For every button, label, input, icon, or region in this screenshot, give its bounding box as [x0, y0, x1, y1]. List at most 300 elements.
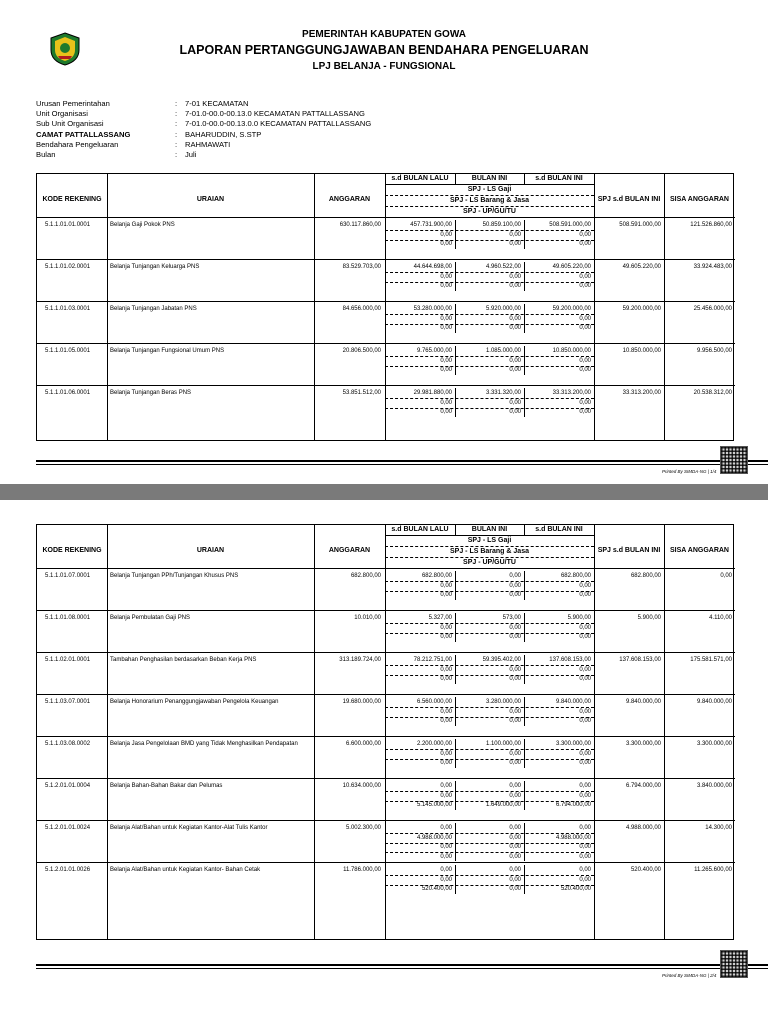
anggaran-cell: 10.634.000,00 [342, 783, 381, 789]
header-spj-sd-bulan-ini: SPJ s.d BULAN INI [597, 196, 661, 203]
info-value: 7-01.0-00.0-00.13.0.0 KECAMATAN PATTALLASSANG [185, 119, 372, 129]
qr-code-icon [720, 446, 748, 474]
spj-sd-bulan-ini-cell: 4.988.000,00 [625, 825, 661, 831]
column-divider [455, 613, 456, 642]
header-sd-bulan-lalu: s.d BULAN LALU [391, 526, 449, 533]
sd-bulan-lalu-cell: 9.765.000,00 [416, 348, 452, 354]
sd-bulan-lalu-cell: 0,00 [440, 867, 452, 873]
anggaran-cell: 313.189.724,00 [339, 657, 381, 663]
header-kode-rekening: KODE REKENING [42, 196, 102, 203]
sd-bulan-ini-cell: 0,00 [579, 783, 591, 789]
bulan-ini-cell: 4.960.522,00 [485, 264, 521, 270]
bulan-ini-cell: 0,00 [509, 634, 521, 640]
info-colon: : [175, 119, 178, 129]
kode-rekening-cell: 5.1.1.01.01.0001 [45, 222, 91, 228]
sd-bulan-lalu-cell: 0,00 [440, 283, 452, 289]
kode-rekening-cell: 5.1.1.01.02.0001 [45, 264, 91, 270]
bulan-ini-cell: 0,00 [509, 409, 521, 415]
kode-rekening-cell: 5.1.1.03.08.0002 [45, 741, 91, 747]
header-rule [385, 557, 594, 558]
sd-bulan-lalu-cell: 4.988.000,00 [416, 834, 452, 841]
header-sisa-anggaran: SISA ANGGARAN [670, 547, 729, 554]
header-report-subtitle: LPJ BELANJA - FUNGSIONAL [312, 61, 456, 72]
spj-sd-bulan-ini-cell: 508.591.000,00 [619, 222, 661, 228]
uraian-cell: Belanja Tunjangan Fungsional Umum PNS [110, 348, 225, 354]
spj-sd-bulan-ini-cell: 682.800,00 [630, 573, 661, 579]
info-row [36, 140, 371, 150]
bulan-ini-cell: 0,00 [509, 886, 521, 892]
bulan-ini-cell: 0,00 [509, 750, 521, 757]
bulan-ini-cell: 0,00 [509, 666, 521, 673]
sd-bulan-lalu-cell: 0,00 [440, 825, 452, 831]
report-page-1 [0, 0, 768, 484]
bulan-ini-cell: 1.100.000,00 [485, 741, 521, 747]
uraian-cell: Belanja Honorarium Penanggungjawaban Pengelola Keuangan [110, 699, 279, 705]
kode-rekening-cell: 5.1.2.01.01.0024 [45, 825, 91, 831]
sd-bulan-ini-cell: 4.988.000,00 [555, 834, 591, 841]
header-report-title: LAPORAN PERTANGGUNGJAWABAN BENDAHARA PENGELUARAN [179, 43, 589, 57]
sd-bulan-ini-cell: 137.608.153,00 [549, 657, 591, 663]
bulan-ini-cell: 0,00 [509, 834, 521, 841]
info-value: 7-01 KECAMATAN [185, 99, 249, 108]
column-divider [455, 304, 456, 333]
column-divider [455, 525, 456, 535]
header-sd-bulan-ini: s.d BULAN INI [535, 526, 583, 533]
column-divider [524, 262, 525, 291]
sd-bulan-lalu-cell: 0,00 [440, 876, 452, 883]
uraian-cell: Belanja Alat/Bahan untuk Kegiatan Kantor-Alat Tulis Kantor [110, 825, 268, 831]
kode-rekening-cell: 5.1.1.02.01.0001 [45, 657, 91, 663]
column-divider [107, 174, 108, 440]
header-spj-sd-bulan-ini: SPJ s.d BULAN INI [597, 547, 661, 554]
sd-bulan-ini-cell: 0,00 [579, 634, 591, 640]
header-uraian: URAIAN [196, 196, 225, 203]
sisa-anggaran-cell: 14.300,00 [705, 825, 732, 831]
bulan-ini-cell: 0,00 [509, 283, 521, 289]
column-divider [455, 865, 456, 894]
column-divider [455, 571, 456, 600]
sd-bulan-lalu-cell: 0,00 [440, 582, 452, 589]
column-divider [524, 174, 525, 184]
info-colon: : [175, 129, 178, 139]
footer-rule [36, 460, 768, 462]
info-row [36, 109, 371, 119]
spj-sd-bulan-ini-cell: 10.850.000,00 [622, 348, 661, 354]
sd-bulan-lalu-cell: 0,00 [440, 676, 452, 682]
row-rule [37, 862, 735, 863]
uraian-cell: Belanja Tunjangan PPh/Tunjangan Khusus PNS [110, 573, 239, 579]
header-rule [385, 546, 594, 547]
kode-rekening-cell: 5.1.2.01.01.0026 [45, 867, 91, 873]
sisa-anggaran-cell: 3.300.000,00 [696, 741, 732, 747]
bulan-ini-cell: 5.920.000,00 [485, 306, 521, 312]
sd-bulan-ini-cell: 0,00 [579, 792, 591, 799]
column-divider [455, 697, 456, 726]
bulan-ini-cell: 0,00 [509, 876, 521, 883]
info-row [36, 130, 371, 140]
anggaran-cell: 5.002.300,00 [345, 825, 381, 831]
sd-bulan-lalu-cell: 457.731.900,00 [410, 222, 452, 228]
sd-bulan-ini-cell: 3.300.000,00 [555, 741, 591, 747]
row-rule [37, 343, 735, 344]
bulan-ini-cell: 0,00 [509, 325, 521, 331]
sd-bulan-lalu-cell: 0,00 [440, 844, 452, 850]
anggaran-cell: 6.600.000,00 [345, 741, 381, 747]
report-page-2 [0, 500, 768, 1024]
sd-bulan-ini-cell: 59.200.000,00 [552, 306, 591, 312]
column-divider [524, 571, 525, 600]
row-rule [37, 694, 735, 695]
header-spj-ls-barang: SPJ - LS Barang & Jasa [450, 197, 529, 204]
footer-rule [36, 968, 768, 969]
bulan-ini-cell: 0,00 [509, 573, 521, 579]
sd-bulan-ini-cell: 0,00 [579, 624, 591, 631]
row-rule [37, 778, 735, 779]
header-rule [385, 206, 594, 207]
header-rule [385, 184, 594, 185]
anggaran-cell: 10.010,00 [354, 615, 381, 621]
qr-code-icon [720, 950, 748, 978]
lpj-table-page-1 [36, 173, 734, 441]
bulan-ini-cell: 573,00 [502, 615, 521, 621]
uraian-cell: Belanja Tunjangan Beras PNS [110, 390, 192, 396]
bulan-ini-cell: 0,00 [509, 867, 521, 873]
column-divider [524, 865, 525, 894]
sd-bulan-lalu-cell: 0,00 [440, 624, 452, 631]
spj-sd-bulan-ini-cell: 3.300.000,00 [625, 741, 661, 747]
sd-bulan-ini-cell: 682.800,00 [560, 573, 591, 579]
sd-bulan-lalu-cell: 0,00 [440, 783, 452, 789]
sd-bulan-ini-cell: 33.313.200,00 [552, 390, 591, 396]
kode-rekening-cell: 5.1.1.01.06.0001 [45, 390, 91, 396]
bulan-ini-cell: 0,00 [509, 825, 521, 831]
spj-sd-bulan-ini-cell: 49.605.220,00 [622, 264, 661, 270]
bulan-ini-cell: 1.085.000,00 [485, 348, 521, 354]
footer-rule [36, 464, 768, 465]
sisa-anggaran-cell: 33.924.483,00 [693, 264, 732, 270]
sd-bulan-lalu-cell: 78.212.751,00 [413, 657, 452, 663]
column-divider [455, 781, 456, 810]
header-uraian: URAIAN [196, 547, 225, 554]
sd-bulan-lalu-cell: 0,00 [440, 666, 452, 673]
row-rule [37, 385, 735, 386]
sd-bulan-ini-cell: 0,00 [579, 283, 591, 289]
row-rule [37, 610, 735, 611]
spj-sd-bulan-ini-cell: 6.794.000,00 [625, 783, 661, 789]
print-footer: Printed By SIMDA-NG | 2/4 [662, 973, 717, 978]
column-divider [107, 525, 108, 939]
bulan-ini-cell: 50.859.100,00 [482, 222, 521, 228]
sd-bulan-lalu-cell: 520.400,00 [421, 886, 452, 892]
footer-rule [36, 964, 768, 966]
header-anggaran: ANGGARAN [328, 196, 371, 203]
bulan-ini-cell: 0,00 [509, 315, 521, 322]
row-rule [37, 736, 735, 737]
bulan-ini-cell: 0,00 [509, 844, 521, 850]
header-spj-ls-gaji: SPJ - LS Gaji [467, 186, 512, 193]
sd-bulan-lalu-cell: 0,00 [440, 708, 452, 715]
sisa-anggaran-cell: 25.456.000,00 [693, 306, 732, 312]
bulan-ini-cell: 3.280.000,00 [485, 699, 521, 705]
sd-bulan-ini-cell: 9.840.000,00 [555, 699, 591, 705]
column-divider [524, 697, 525, 726]
kode-rekening-cell: 5.1.1.01.07.0001 [45, 573, 91, 579]
row-rule [37, 301, 735, 302]
anggaran-cell: 84.656.000,00 [342, 306, 381, 312]
column-divider [524, 613, 525, 642]
info-label: CAMAT PATTALLASSANG [36, 129, 131, 139]
sd-bulan-lalu-cell: 0,00 [440, 760, 452, 766]
info-colon: : [175, 109, 178, 119]
info-colon: : [175, 149, 178, 159]
header-bulan-ini: BULAN INI [471, 526, 508, 533]
sd-bulan-lalu-cell: 0,00 [440, 592, 452, 598]
sd-bulan-ini-cell: 0,00 [579, 853, 591, 860]
column-divider [455, 739, 456, 768]
sd-bulan-ini-cell: 0,00 [579, 241, 591, 247]
sd-bulan-lalu-cell: 29.981.880,00 [413, 390, 452, 396]
bulan-ini-cell: 3.331.320,00 [485, 390, 521, 396]
header-government: PEMERINTAH KABUPATEN GOWA [302, 29, 466, 40]
bulan-ini-cell: 0,00 [509, 760, 521, 766]
sd-bulan-lalu-cell: 0,00 [440, 399, 452, 406]
header-bottom-rule [37, 568, 735, 569]
bulan-ini-cell: 0,00 [509, 592, 521, 598]
spj-sd-bulan-ini-cell: 137.608.153,00 [619, 657, 661, 663]
uraian-cell: Belanja Gaji Pokok PNS [110, 222, 175, 228]
header-anggaran: ANGGARAN [328, 547, 371, 554]
header-rule [385, 535, 594, 536]
sd-bulan-ini-cell: 0,00 [579, 844, 591, 850]
anggaran-cell: 53.851.512,00 [342, 390, 381, 396]
sd-bulan-lalu-cell: 2.200.000,00 [416, 741, 452, 747]
uraian-cell: Belanja Bahan-Bahan Bakar dan Pelumas [110, 783, 223, 789]
sisa-anggaran-cell: 20.538.312,00 [693, 390, 732, 396]
column-divider [455, 262, 456, 291]
column-divider [594, 525, 595, 939]
uraian-cell: Belanja Tunjangan Keluarga PNS [110, 264, 200, 270]
sisa-anggaran-cell: 4.110,00 [709, 615, 732, 621]
info-label: Bendahara Pengeluaran [36, 139, 119, 149]
column-divider [524, 823, 525, 861]
bulan-ini-cell: 0,00 [509, 792, 521, 799]
column-divider [455, 823, 456, 861]
sd-bulan-lalu-cell: 0,00 [440, 718, 452, 724]
sd-bulan-ini-cell: 5.900,00 [567, 615, 591, 621]
sisa-anggaran-cell: 9.840.000,00 [696, 699, 732, 705]
info-value: BAHARUDDIN, S.STP [185, 129, 262, 139]
column-divider [455, 655, 456, 684]
kode-rekening-cell: 5.1.1.01.03.0001 [45, 306, 91, 312]
info-row [36, 99, 371, 109]
sd-bulan-ini-cell: 49.605.220,00 [552, 264, 591, 270]
info-value: Juli [185, 149, 197, 159]
bulan-ini-cell: 0,00 [509, 399, 521, 406]
sd-bulan-ini-cell: 0,00 [579, 708, 591, 715]
header-bulan-ini: BULAN INI [471, 175, 508, 182]
info-label: Sub Unit Organisasi [36, 119, 104, 129]
sd-bulan-lalu-cell: 0,00 [440, 231, 452, 238]
sd-bulan-ini-cell: 10.850.000,00 [552, 348, 591, 354]
header-spj-ls-barang: SPJ - LS Barang & Jasa [450, 548, 529, 555]
sd-bulan-lalu-cell: 0,00 [440, 241, 452, 247]
sisa-anggaran-cell: 3.840.000,00 [696, 783, 732, 789]
info-value: RAHMAWATI [185, 139, 231, 149]
sd-bulan-lalu-cell: 5.327,00 [428, 615, 452, 621]
header-sisa-anggaran: SISA ANGGARAN [670, 196, 729, 203]
bulan-ini-cell: 0,00 [509, 357, 521, 364]
sisa-anggaran-cell: 121.526.860,00 [690, 222, 732, 228]
sd-bulan-ini-cell: 0,00 [579, 367, 591, 373]
column-divider [524, 525, 525, 535]
sd-bulan-lalu-cell: 6.560.000,00 [416, 699, 452, 705]
sd-bulan-ini-cell: 0,00 [579, 676, 591, 682]
spj-sd-bulan-ini-cell: 9.840.000,00 [625, 699, 661, 705]
column-divider [455, 346, 456, 375]
info-label: Urusan Pemerintahan [36, 99, 110, 108]
sisa-anggaran-cell: 175.581.571,00 [690, 657, 732, 663]
column-divider [524, 655, 525, 684]
column-divider [524, 220, 525, 249]
sd-bulan-ini-cell: 0,00 [579, 718, 591, 724]
sd-bulan-ini-cell: 0,00 [579, 399, 591, 406]
sd-bulan-ini-cell: 0,00 [579, 666, 591, 673]
info-value: 7-01.0-00.0-00.13.0 KECAMATAN PATTALLASSANG [185, 109, 365, 119]
lpj-table-page-2 [36, 524, 734, 940]
spj-sd-bulan-ini-cell: 33.313.200,00 [622, 390, 661, 396]
sd-bulan-lalu-cell: 53.280.000,00 [413, 306, 452, 312]
anggaran-cell: 83.529.703,00 [342, 264, 381, 270]
header-spj-up: SPJ - UP/GU/TU [463, 208, 516, 215]
info-label: Unit Organisasi [36, 109, 88, 119]
sd-bulan-lalu-cell: 0,00 [440, 315, 452, 322]
sd-bulan-lalu-cell: 0,00 [440, 634, 452, 640]
print-footer: Printed By SIMDA-NG | 1/4 [662, 469, 717, 474]
sd-bulan-lalu-cell: 0,00 [440, 367, 452, 373]
uraian-cell: Belanja Tunjangan Jabatan PNS [110, 306, 197, 312]
header-spj-up: SPJ - UP/GU/TU [463, 559, 516, 566]
column-divider [524, 346, 525, 375]
row-rule [37, 652, 735, 653]
column-divider [455, 220, 456, 249]
sisa-anggaran-cell: 0,00 [720, 573, 732, 579]
sd-bulan-lalu-cell: 0,00 [440, 750, 452, 757]
header-sd-bulan-ini: s.d BULAN INI [535, 175, 583, 182]
uraian-cell: Tambahan Penghasilan berdasarkan Beban Kerja PNS [110, 657, 257, 663]
sd-bulan-ini-cell: 508.591.000,00 [549, 222, 591, 228]
header-kode-rekening: KODE REKENING [42, 547, 102, 554]
info-label: Bulan [36, 149, 56, 159]
bulan-ini-cell: 0,00 [509, 273, 521, 280]
column-divider [455, 388, 456, 417]
kode-rekening-cell: 5.1.1.01.05.0001 [45, 348, 91, 354]
kode-rekening-cell: 5.1.2.01.01.0004 [45, 783, 91, 789]
column-divider [524, 388, 525, 417]
spj-sd-bulan-ini-cell: 520.400,00 [630, 867, 661, 873]
column-divider [524, 781, 525, 810]
sd-bulan-lalu-cell: 0,00 [440, 853, 452, 860]
sd-bulan-ini-cell: 0,00 [579, 273, 591, 280]
bulan-ini-cell: 0,00 [509, 708, 521, 715]
info-row [36, 119, 371, 129]
uraian-cell: Belanja Pembulatan Gaji PNS [110, 615, 191, 621]
uraian-cell: Belanja Jasa Pengelolaan BMD yang Tidak Menghasilkan Pendapatan [110, 741, 298, 747]
sisa-anggaran-cell: 11.265.600,00 [694, 867, 732, 873]
bulan-ini-cell: 0,00 [509, 853, 521, 860]
bulan-ini-cell: 59.395.402,00 [482, 657, 521, 663]
sd-bulan-lalu-cell: 0,00 [440, 357, 452, 364]
column-divider [314, 525, 315, 939]
header-rule [385, 195, 594, 196]
bulan-ini-cell: 0,00 [509, 624, 521, 631]
sd-bulan-lalu-cell: 44.644.698,00 [413, 264, 452, 270]
sd-bulan-ini-cell: 0,00 [579, 582, 591, 589]
header-spj-ls-gaji: SPJ - LS Gaji [467, 537, 512, 544]
sd-bulan-lalu-cell: 0,00 [440, 325, 452, 331]
sd-bulan-ini-cell: 0,00 [579, 357, 591, 364]
sd-bulan-ini-cell: 0,00 [579, 750, 591, 757]
sd-bulan-ini-cell: 0,00 [579, 409, 591, 415]
header-sd-bulan-lalu: s.d BULAN LALU [391, 175, 449, 182]
sd-bulan-ini-cell: 0,00 [579, 876, 591, 883]
sd-bulan-lalu-cell: 0,00 [440, 409, 452, 415]
spj-sd-bulan-ini-cell: 59.200.000,00 [622, 306, 661, 312]
sd-bulan-ini-cell: 0,00 [579, 315, 591, 322]
sd-bulan-ini-cell: 520.400,00 [560, 886, 591, 892]
bulan-ini-cell: 0,00 [509, 676, 521, 682]
column-divider [524, 739, 525, 768]
sd-bulan-lalu-cell: 0,00 [440, 792, 452, 799]
bulan-ini-cell: 0,00 [509, 241, 521, 247]
column-divider [524, 304, 525, 333]
column-divider [455, 174, 456, 184]
anggaran-cell: 20.806.500,00 [342, 348, 381, 354]
report-info-block [36, 99, 371, 160]
bulan-ini-cell: 0,00 [509, 231, 521, 238]
kode-rekening-cell: 5.1.1.03.07.0001 [45, 699, 91, 705]
anggaran-cell: 19.680.000,00 [342, 699, 381, 705]
spj-sd-bulan-ini-cell: 5.900,00 [637, 615, 661, 621]
info-colon: : [175, 139, 178, 149]
anggaran-cell: 11.786.000,00 [343, 867, 381, 873]
column-divider [664, 525, 665, 939]
header-bottom-rule [37, 217, 735, 218]
info-row [36, 150, 371, 160]
sd-bulan-ini-cell: 0,00 [579, 231, 591, 238]
bulan-ini-cell: 1.649.000,00 [485, 802, 521, 808]
bulan-ini-cell: 0,00 [509, 582, 521, 589]
sd-bulan-ini-cell: 6.794.000,00 [555, 802, 591, 808]
sd-bulan-ini-cell: 0,00 [579, 867, 591, 873]
kode-rekening-cell: 5.1.1.01.08.0001 [45, 615, 91, 621]
sisa-anggaran-cell: 9.956.500,00 [696, 348, 732, 354]
sd-bulan-ini-cell: 0,00 [579, 592, 591, 598]
sd-bulan-lalu-cell: 0,00 [440, 273, 452, 280]
sd-bulan-ini-cell: 0,00 [579, 325, 591, 331]
bulan-ini-cell: 0,00 [509, 367, 521, 373]
bulan-ini-cell: 0,00 [509, 718, 521, 724]
anggaran-cell: 682.800,00 [350, 573, 381, 579]
sd-bulan-ini-cell: 0,00 [579, 825, 591, 831]
sd-bulan-lalu-cell: 682.800,00 [421, 573, 452, 579]
info-colon: : [175, 99, 178, 108]
uraian-cell: Belanja Alat/Bahan untuk Kegiatan Kantor- Bahan Cetak [110, 867, 261, 873]
sd-bulan-lalu-cell: 5.145.000,00 [416, 802, 452, 808]
sd-bulan-ini-cell: 0,00 [579, 760, 591, 766]
bulan-ini-cell: 0,00 [509, 783, 521, 789]
anggaran-cell: 630.117.860,00 [339, 222, 381, 228]
row-rule [37, 820, 735, 821]
